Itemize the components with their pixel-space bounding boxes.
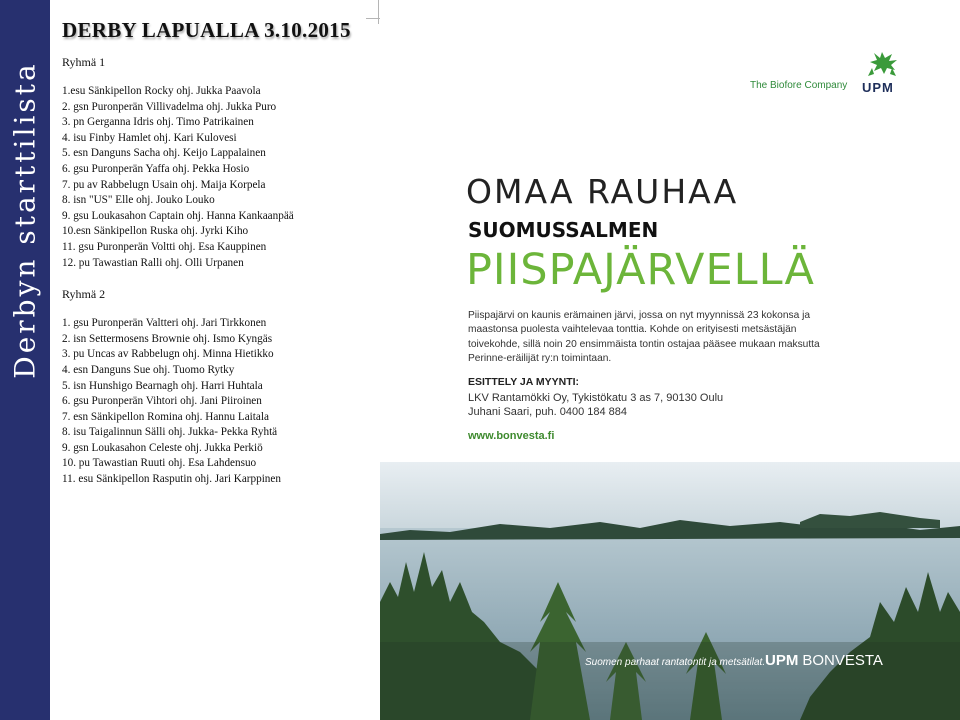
footer-brand-bold: UPM (765, 652, 799, 669)
list-item: 12. pu Tawastian Ralli ohj. Olli Urpanen (62, 256, 244, 269)
list-item: 3. pn Gerganna Idris ohj. Timo Patrikainen (62, 116, 254, 129)
group-heading: Ryhmä 1 (62, 55, 106, 69)
headline-primary: OMAA RAUHAA (466, 172, 739, 211)
advertisement (380, 0, 960, 720)
contact-person: Juhani Saari, puh. 0400 184 884 (468, 406, 628, 418)
list-item: 7. esn Sänkipellon Romina ohj. Hannu Laitala (62, 410, 269, 423)
list-item: 4. esn Danguns Sue ohj. Tuomo Rytky (62, 363, 235, 376)
group-heading: Ryhmä 2 (62, 287, 106, 302)
ad-body-text: Piispajärvi on kaunis erämainen järvi, jossa on nyt myynnissä 23 kokonsa ja maastonsa puolesta vaihtelevaa tonttia. Kohde on erityisesti metsästäjän toivekohde, sillä noin 20 ensimmäista tontin ostajaa pääsee mukaan maksutta Perinne-eräilijät ry:n toimintaan. (468, 310, 820, 365)
group-1-list (62, 84, 362, 271)
upm-logo-text: UPM (862, 80, 894, 95)
vertical-title-band (0, 0, 50, 720)
list-item: 11. esu Sänkipellon Rasputin ohj. Jari Karppinen (62, 473, 281, 486)
vertical-title: Derbyn starttilista (8, 61, 42, 379)
list-item: 8. isn "US" Elle ohj. Jouko Louko (62, 194, 215, 207)
list-item: 7. pu av Rabbelugn Usain ohj. Maija Korpela (62, 178, 266, 191)
list-item: 1. gsu Puronperän Valtteri ohj. Jari Tirkkonen (62, 317, 267, 330)
list-item: 4. isu Finby Hamlet ohj. Kari Kulovesi (62, 131, 237, 144)
company-tagline: The Biofore Company (750, 80, 848, 91)
list-item: 2. gsn Puronperän Villivadelma ohj. Jukka Puro (62, 100, 277, 113)
list-item: 8. isu Taigalinnun Sälli ohj. Jukka- Pekka Ryhtä (62, 426, 278, 439)
website-link[interactable]: www.bonvesta.fi (468, 430, 555, 442)
list-item: 2. isn Settermosens Brownie ohj. Ismo Kyngäs (62, 332, 273, 345)
list-item: 9. gsu Loukasahon Captain ohj. Hanna Kankaanpää (62, 209, 294, 222)
list-item: 9. gsn Loukasahon Celeste ohj. Jukka Perkiö (62, 441, 263, 454)
list-item: 5. isn Hunshigo Bearnagh ohj. Harri Huhtala (62, 379, 263, 392)
list-item: 10. pu Tawastian Ruuti ohj. Esa Lahdensuo (62, 457, 257, 470)
list-item: 11. gsu Puronperän Voltti ohj. Esa Kauppinen (62, 240, 267, 253)
contact-heading: ESITTELY JA MYYNTI: (468, 376, 580, 388)
list-item: 6. gsu Puronperän Yaffa ohj. Pekka Hosio (62, 162, 250, 175)
list-item: 1.esu Sänkipellon Rocky ohj. Jukka Paavola (62, 85, 261, 97)
document-title: DERBY LAPUALLA 3.10.2015 (62, 18, 351, 42)
start-list-page (62, 18, 362, 504)
list-item: 10.esn Sänkipellon Ruska ohj. Jyrki Kiho (62, 225, 249, 238)
contact-address: LKV Rantamökki Oy, Tykistökatu 3 as 7, 90130 Oulu (468, 392, 724, 404)
list-item: 3. pu Uncas av Rabbelugn ohj. Minna Hietikko (62, 348, 274, 361)
list-item: 5. esn Danguns Sacha ohj. Keijo Lappalainen (62, 147, 266, 160)
list-item: 6. gsu Puronperän Vihtori ohj. Jani Piiroinen (62, 395, 262, 408)
footer-slogan: Suomen parhaat rantatontit ja metsätilat. (585, 657, 766, 668)
group-2-list (62, 316, 362, 488)
headline-secondary: SUOMUSSALMEN (468, 218, 659, 242)
headline-location: PIISPAJÄRVELLÄ (466, 245, 815, 295)
footer-brand-name: BONVESTA (802, 652, 883, 669)
crop-mark (366, 18, 380, 19)
crop-mark (378, 0, 379, 24)
footer-brand (765, 652, 883, 669)
lake-photo (380, 462, 960, 720)
